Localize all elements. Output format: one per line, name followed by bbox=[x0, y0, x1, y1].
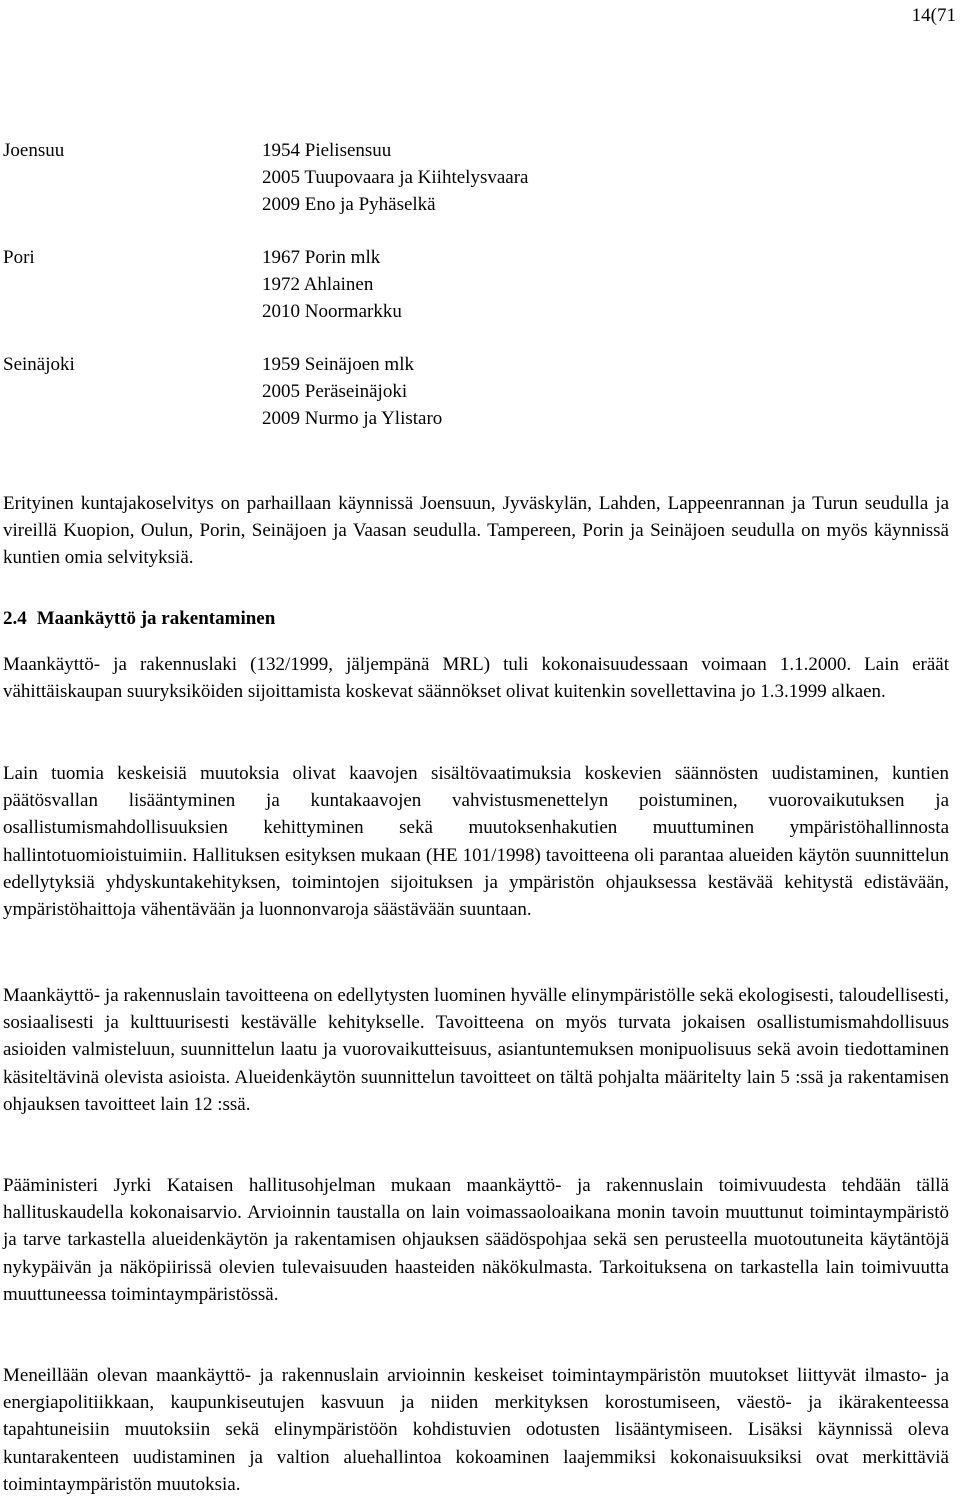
paragraph-operating-environment: Meneillään olevan maankäyttö- ja rakennuslain arvioinnin keskeiset toimintaympäristön muutokset liittyvät ilmasto- ja energiapolitiikkaan, kaupunkiseutujen kasvuun ja niiden merkityksen korostumiseen, väestö- ja ikärakenteessa tapahtuneisiin muutoksiin sekä elinympäristöön kohdistuvien odotusten lisääntymiseen. Lisäksi käynnissä oleva kuntarakenteen uudistaminen ja valtion aluehallintoa kokoaminen laajemmiksi kokonaisuuksiksi ovat merkittäviä toimintaympäristön muutoksia. bbox=[3, 1365, 949, 1495]
merger-entry: 2009 Nurmo ja Ylistaro bbox=[262, 408, 443, 429]
municipality-merger-table bbox=[3, 137, 903, 458]
paragraph-land-use-act: Maankäyttö- ja rakennuslaki (132/1999, jäljempänä MRL) tuli kokonaisuudessaan voimaan 1.1.2000. Lain eräät vähittäiskaupan suuryksiköiden sijoittamista koskevat säännökset olivat kuitenkin sovellettavina jo 1.3.1999 alkaen. bbox=[3, 654, 949, 703]
merger-entry: 1972 Ahlainen bbox=[262, 274, 374, 295]
merger-entry: 2009 Eno ja Pyhäselkä bbox=[262, 194, 436, 215]
municipality-name: Seinäjoki bbox=[3, 354, 75, 375]
merger-entry: 1967 Porin mlk bbox=[262, 247, 381, 268]
paragraph-government-programme: Pääministeri Jyrki Kataisen hallitusohjelman mukaan maankäyttö- ja rakennuslain toimivuudesta tehdään tällä hallituskaudella kokonaisarvio. Arvioinnin taustalla on lain voimassaoloaikana monin tavoin muuttunut toimintaympäristö ja tarve tarkastella alueidenkäytön ja rakentamisen ohjauksen säädöspohjaa sekä sen perusteella muotoutuneita käytäntöjä nykypäivän ja näköpiirissä olevien tulevaisuuden haasteiden näkökulmasta. Tarkoituksena on tarkastella lain toimivuutta muuttuneessa toimintaympäristössä. bbox=[3, 1175, 949, 1305]
merger-entry: 2010 Noormarkku bbox=[262, 301, 402, 322]
paragraph-key-changes: Lain tuomia keskeisiä muutoksia olivat kaavojen sisältövaatimuksia koskevien säännösten uudistaminen, kuntien päätösvallan lisääntyminen ja kuntakaavojen vahvistusmenettelyn poistuminen, vuorovaikutuksen ja osallistumismahdollisuuksien kehittyminen sekä muutoksenhakutien muuttuminen ympäristöhallinnosta hallintotuomioistuimiin. Hallituksen esityksen mukaan (HE 101/1998) tavoitteena oli parantaa alueiden käytön suunnittelun edellytyksiä yhdyskuntakehityksen, toimintojen sijoituksen ja ympäristön ohjauksessa kestävää kehitystä edistävään, ympäristöhaittoja vähentävään ja luonnonvaroja säästävään suuntaan. bbox=[3, 763, 949, 921]
section-title: Maankäyttö ja rakentaminen bbox=[36, 608, 276, 629]
page-number: 14(71 bbox=[911, 5, 956, 26]
municipality-group bbox=[3, 137, 903, 218]
municipality-name: Pori bbox=[3, 247, 35, 268]
merger-list bbox=[262, 137, 903, 218]
merger-list bbox=[262, 351, 903, 432]
merger-entry: 1959 Seinäjoen mlk bbox=[262, 354, 414, 375]
municipality-group bbox=[3, 351, 903, 432]
paragraph-act-objectives: Maankäyttö- ja rakennuslain tavoitteena on edellytysten luominen hyvälle elinympäristölle sekä ekologisesti, taloudellisesti, sosiaalisesti ja kulttuurisesti kestävälle kehitykselle. Tavoitteena on myös turvata jokaisen osallistumismahdollisuus asioiden valmisteluun, suunnittelun laatu ja vuorovaikutteisuus, asiantuntemuksen monipuolisuus sekä avoin tiedottaminen käsiteltävinä olevista asioista. Alueidenkäytön suunnittelun tavoitteet on tältä pohjalta määritelty lain 5 :ssä ja rakentamisen ohjauksen tavoitteet lain 12 :ssä. bbox=[3, 985, 949, 1115]
paragraph-merger-studies: Erityinen kuntajakoselvitys on parhaillaan käynnissä Joensuun, Jyväskylän, Lahden, Lappeenrannan ja Turun seudulla ja vireillä Kuopion, Oulun, Porin, Seinäjoen ja Vaasan seudulla. Tampereen, Porin ja Seinäjoen seudulla on myös käynnissä kuntien omia selvityksiä. bbox=[3, 493, 949, 569]
merger-list bbox=[262, 244, 903, 325]
municipality-name: Joensuu bbox=[3, 140, 65, 161]
section-number: 2.4 bbox=[3, 608, 27, 629]
municipality-group bbox=[3, 244, 903, 325]
merger-entry: 2005 Peräseinäjoki bbox=[262, 381, 408, 402]
section-heading bbox=[3, 605, 275, 632]
merger-entry: 2005 Tuupovaara ja Kiihtelysvaara bbox=[262, 167, 529, 188]
merger-entry: 1954 Pielisensuu bbox=[262, 140, 392, 161]
